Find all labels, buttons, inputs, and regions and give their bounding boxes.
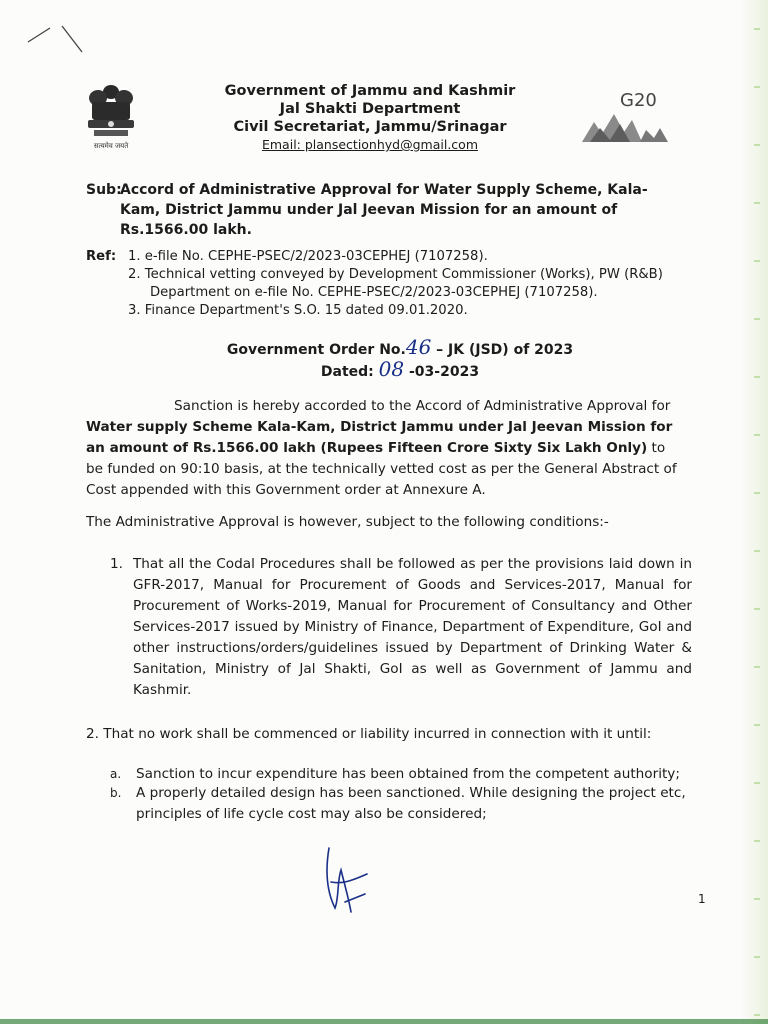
subject-text: Accord of Administrative Approval for Water Supply Scheme, Kala-Kam, District Jammu under Jal Jeevan Mission for an amount of Rs.1566.00 lakh. xyxy=(120,182,648,238)
pen-mark-icon xyxy=(22,20,92,60)
order-dated-suffix: -03-2023 xyxy=(404,364,480,380)
letterhead xyxy=(200,82,540,154)
reference-item-2: 2. Technical vetting conveyed by Development Commissioner (Works), PW (R&B) xyxy=(128,267,663,282)
order-date-line xyxy=(180,357,620,382)
condition-2-b-text: A properly detailed design has been sanctioned. While designing the project etc, principles of life cycle cost may also be considered; xyxy=(136,785,686,822)
reference-item-3: 3. Finance Department's S.O. 15 dated 09.01.2020. xyxy=(128,303,468,318)
header-email: Email: plansectionhyd@gmail.com xyxy=(261,137,478,152)
order-number-handwritten: 46 xyxy=(405,335,432,359)
scan-edge-dots xyxy=(754,0,760,1024)
order-dated-prefix: Dated: xyxy=(320,364,374,380)
condition-1 xyxy=(110,554,692,701)
reference-item-2-cont: Department on e-file No. CEPHE-PSEC/2/2023-03CEPHEJ (7107258). xyxy=(150,285,598,300)
header-government: Government of Jammu and Kashmir xyxy=(224,83,516,99)
government-order-heading xyxy=(180,335,620,382)
sanction-paragraph xyxy=(86,396,686,501)
condition-1-number: 1. xyxy=(110,556,123,572)
order-day-handwritten: 08 xyxy=(378,357,405,381)
order-suffix: – JK (JSD) of 2023 xyxy=(431,342,574,358)
references-block xyxy=(86,248,706,320)
national-emblem-icon xyxy=(78,78,144,150)
condition-2-a-text: Sanction to incur expenditure has been obtained from the competent authority; xyxy=(136,766,680,782)
header-department: Jal Shakti Department xyxy=(279,101,461,117)
condition-2-a xyxy=(110,764,694,785)
subject-block xyxy=(86,180,686,240)
scan-bottom-edge xyxy=(0,1019,768,1024)
sanction-intro: Sanction is hereby accorded to the Accord of Administrative Approval for xyxy=(174,398,671,414)
condition-1-text: That all the Codal Procedures shall be followed as per the provisions laid down in GFR-2017, Manual for Procurement of Goods and Services-2017, Manual for Procurement of Works-2019, Manual for Procurement of Consultancy and Other Services-2017 issued by Ministry of Finance, Department of Expenditure, GoI and other instructions/orders/guidelines issued by Department of Drinking Water & Sanitation, Ministry of Jal Shakti, GoI as well as Government of Jammu and Kashmir. xyxy=(133,556,692,698)
subject-label: Sub: xyxy=(86,182,122,198)
signature-icon xyxy=(315,842,375,922)
references-label: Ref: xyxy=(86,249,117,264)
sanction-rest: to be funded on 90:10 basis, at the technically vetted cost as per the General Abstract of Cost appended with this Government order at Annexure A. xyxy=(86,440,677,498)
condition-2-b-label: b. xyxy=(110,786,122,800)
condition-2-b xyxy=(110,783,698,825)
sanction-bold: Water supply Scheme Kala-Kam, District Jammu under Jal Jeevan Mission for an amount of Rs.1566.00 lakh (Rupees Fifteen Crore Sixty Six Lakh Only) xyxy=(86,419,673,456)
page-number: 1 xyxy=(698,892,706,906)
conditions-intro: The Administrative Approval is however, subject to the following conditions:- xyxy=(86,514,609,530)
order-prefix: Government Order No. xyxy=(226,342,406,358)
g20-logo-icon xyxy=(580,82,676,144)
emblem-caption: सत्यमेव जयते xyxy=(93,142,129,150)
header-secretariat: Civil Secretariat, Jammu/Srinagar xyxy=(233,119,507,135)
condition-2-a-label: a. xyxy=(110,767,122,781)
g20-logo-text: G20 xyxy=(620,90,657,111)
reference-item-1: 1. e-file No. CEPHE-PSEC/2/2023-03CEPHEJ (7107258). xyxy=(128,249,488,264)
condition-2: 2. That no work shall be commenced or liability incurred in connection with it until: xyxy=(86,726,652,742)
